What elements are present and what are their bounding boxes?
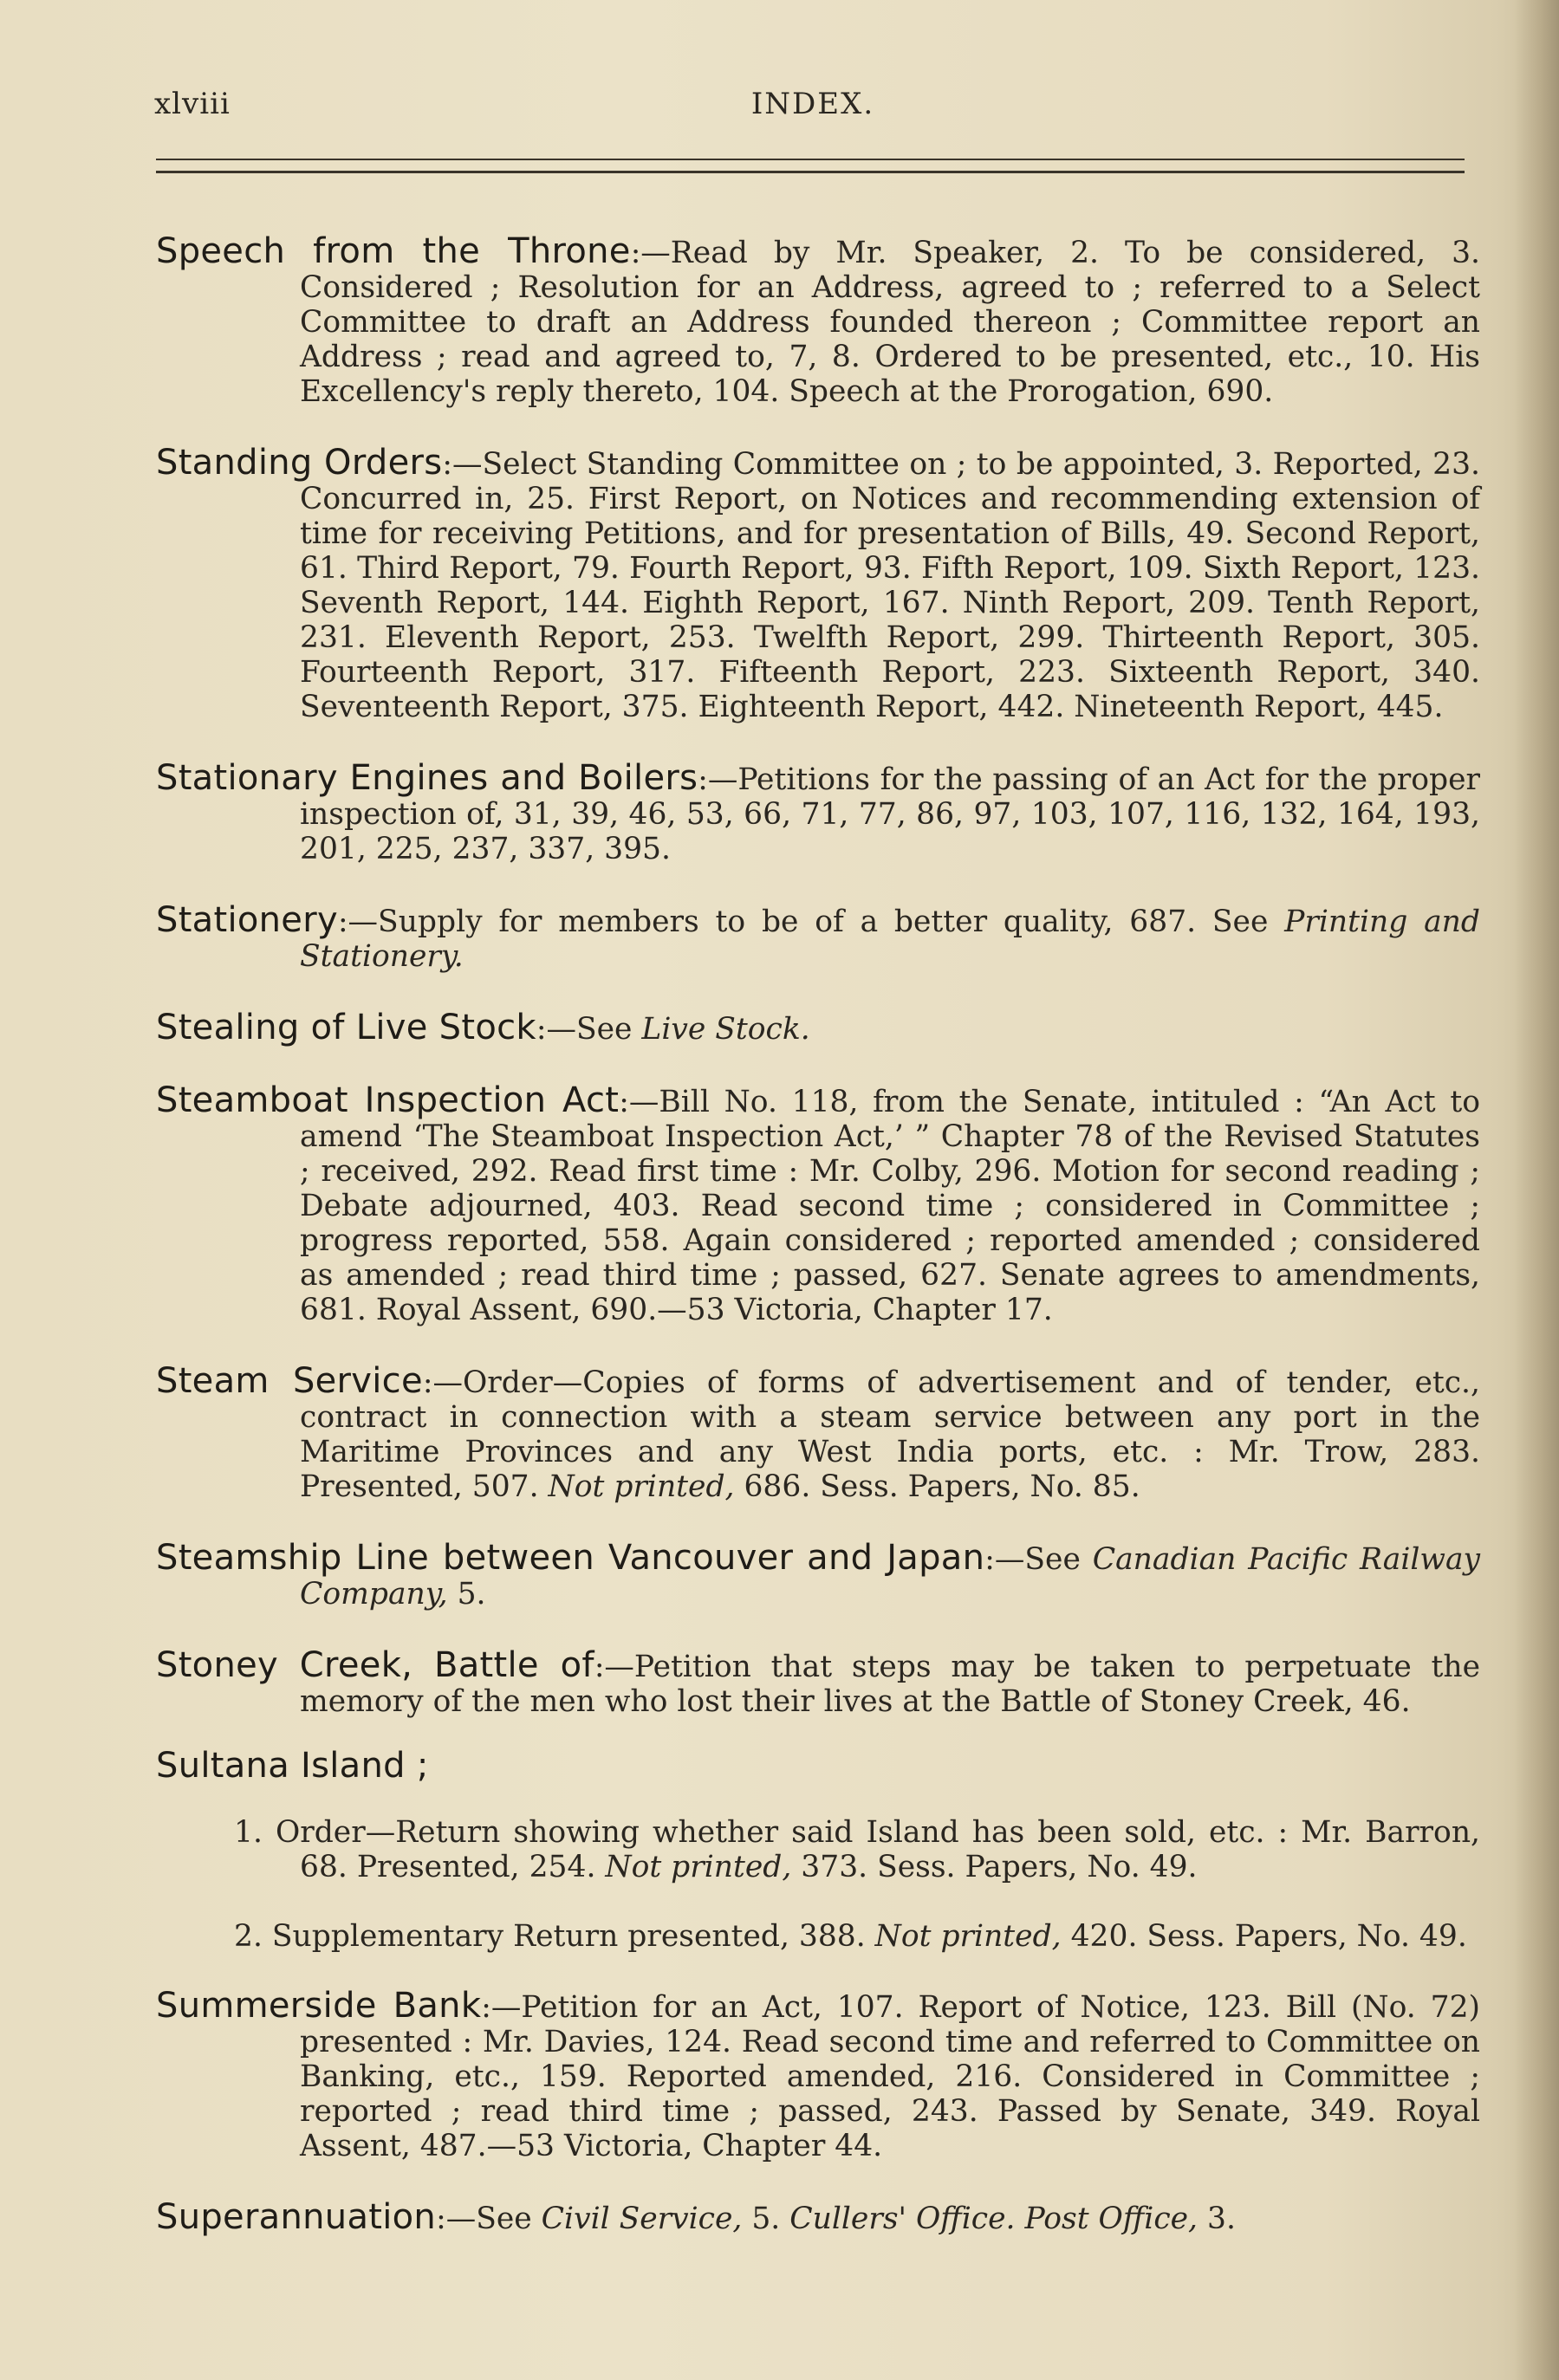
entry-heading: Summerside Bank	[156, 1985, 482, 2026]
entry-cross-reference: Canadian Pacific Railway Company,	[300, 1541, 1480, 1612]
subentry-number: 2.	[234, 1918, 263, 1954]
page-edge-shadow	[1514, 0, 1559, 2380]
subentry-text: Order—Return showing whether said Island has been sold, etc. : Mr. Barron, 68. Presented, 254.	[275, 1814, 1481, 1884]
entry-text: :—Petition for an Act, 107. Report of Notice, 123. Bill (No. 72) presented : Mr. Davies, 124. Read second time and referred to Committee on Banking, etc., 159. Reported amended, 216. Considered in Committee ; reported ; read third time ; passed, 243. Passed by Senate, 349. Royal Assent, 487.—53 Victoria, Chapter 44.	[300, 1989, 1480, 2163]
entry-heading: Steamship Line between Vancouver and Japan	[156, 1537, 985, 1578]
entry-cross-reference: Printing and Stationery.	[300, 904, 1480, 974]
entry-cross-reference: Post Office,	[1024, 2201, 1198, 2236]
entry-cross-reference: Live Stock.	[641, 1011, 810, 1047]
subentry-text: Supplementary Return presented, 388.	[271, 1918, 875, 1954]
entry-text: :—Bill No. 118, from the Senate, intituled : “An Act to amend ‘The Steamboat Inspection Act,’ ” Chapter 78 of the Revised Statutes ; received, 292. Read first time : Mr. Colby, 296. Motion for second reading ; Debate adjourned, 403. Read second time ; considered in Committee ; progress reported, 558. Again considered ; reported amended ; considered as amended ; read third time ; passed, 627. Senate agrees to amendments, 681. Royal Assent, 690.—53 Victoria, Chapter 17.	[300, 1084, 1480, 1327]
entry-heading: Stealing of Live Stock	[156, 1007, 536, 1047]
entry-text-tail	[1015, 2202, 1024, 2236]
entry-cross-reference: Civil Service,	[541, 2201, 743, 2236]
index-entry	[156, 1007, 1480, 1047]
header-rule-thick	[156, 171, 1465, 173]
entry-heading: Superannuation	[156, 2196, 437, 2237]
entry-text-tail: 686. Sess. Papers, No. 85.	[734, 1469, 1140, 1504]
entry-text: :—Select Standing Committee on ; to be appointed, 3. Reported, 23. Concurred in, 25. First Report, on Notices and recommending extension of time for receiving Petitions, and for presentation of Bills, 49. Second Report, 61. Third Report, 79. Fourth Report, 93. Fifth Report, 109. Sixth Report, 123. Seventh Report, 144. Eighth Report, 167. Ninth Report, 209. Tenth Report, 231. Eleventh Report, 253. Twelfth Report, 299. Thirteenth Report, 305. Fourteenth Report, 317. Fifteenth Report, 223. Sixteenth Report, 340. Seventeenth Report, 375. Eighteenth Report, 442. Nineteenth Report, 445.	[300, 446, 1480, 724]
entry-text: :—See	[984, 1541, 1093, 1577]
running-head	[154, 87, 1471, 139]
entry-heading: Steam Service	[156, 1360, 423, 1401]
subentry-italic: Not printed,	[605, 1849, 792, 1884]
subentry-number: 1.	[234, 1814, 263, 1850]
entry-heading: Stationery	[156, 899, 338, 940]
index-entry	[156, 1537, 1480, 1612]
entry-text-tail: 5.	[447, 1576, 486, 1612]
header-rule-thin	[156, 159, 1465, 160]
index-subentry	[234, 1919, 1480, 1954]
entry-heading: Sultana Island ;	[156, 1746, 429, 1786]
entry-text: :—See	[536, 1011, 642, 1047]
entry-heading: Steamboat Inspection Act	[156, 1080, 620, 1120]
index-entry	[156, 757, 1480, 866]
index-entry	[156, 442, 1480, 724]
entry-heading: Speech from the Throne	[156, 230, 631, 271]
page-title: INDEX.	[750, 87, 875, 121]
index-entry	[156, 1360, 1480, 1504]
entry-text: :—Petition that steps may be taken to perpetuate the memory of the men who lost their lives at the Battle of Stoney Creek, 46.	[300, 1649, 1481, 1719]
entry-text-tail: 3.	[1198, 2201, 1236, 2236]
entry-italic: Not printed,	[548, 1469, 735, 1504]
index-entry	[156, 1644, 1481, 1719]
entry-heading: Stationary Engines and Boilers	[156, 757, 698, 798]
index-entry	[156, 2196, 1480, 2237]
index-entry	[156, 1080, 1480, 1327]
entry-text: :—See	[436, 2201, 542, 2236]
index-entries	[156, 204, 1480, 2273]
subentry-text-tail: 420. Sess. Papers, No. 49.	[1061, 1918, 1467, 1954]
index-entry	[156, 899, 1480, 974]
entry-heading: Stoney Creek, Battle of	[156, 1644, 594, 1685]
index-subentry	[234, 1815, 1480, 1884]
entry-text-tail: 5.	[742, 2201, 790, 2236]
entry-cross-reference: Cullers' Office.	[789, 2201, 1016, 2236]
entry-text: :—Petitions for the passing of an Act for the proper inspection of, 31, 39, 46, 53, 66, 71, 77, 86, 97, 103, 107, 116, 132, 164, 193, 201, 225, 237, 337, 395.	[300, 762, 1480, 866]
entry-text: :—Supply for members to be of a better quality, 687. See	[337, 904, 1285, 939]
subentry-italic: Not printed,	[874, 1918, 1062, 1954]
entry-text: :—Order—Copies of forms of advertisement and of tender, etc., contract in connection with a steam service between any port in the Maritime Provinces and any West India ports, etc. : Mr. Trow, 283. Presented, 507.	[300, 1365, 1480, 1504]
entry-heading: Standing Orders	[156, 442, 443, 483]
index-entry	[156, 1985, 1480, 2163]
entry-text: :—Read by Mr. Speaker, 2. To be considered, 3. Considered ; Resolution for an Address, agreed to ; referred to a Select Committee to draft an Address founded thereon ; Committee report an Address ; read and agreed to, 7, 8. Ordered to be presented, etc., 10. His Excellency's reply thereto, 104. Speech at the Prorogation, 690.	[300, 235, 1480, 409]
page-number: xlviii	[154, 87, 231, 121]
subentry-text-tail: 373. Sess. Papers, No. 49.	[791, 1849, 1198, 1884]
index-entry	[156, 230, 1480, 409]
index-entry	[156, 1748, 1480, 1785]
